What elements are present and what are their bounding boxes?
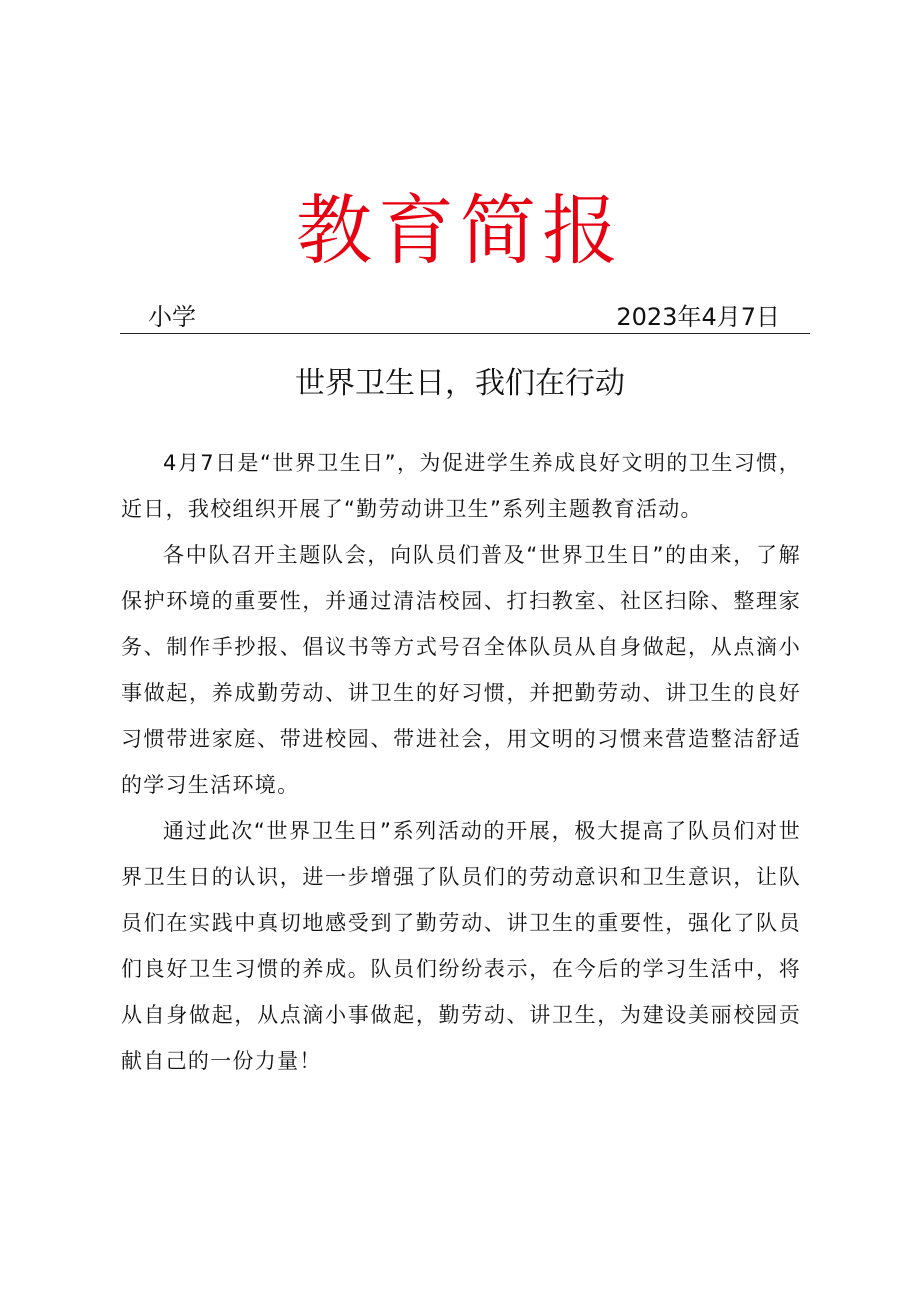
article-headline: 世界卫生日，我们在行动 (295, 366, 625, 401)
school-name: 小学 (148, 303, 196, 331)
issue-info-row (120, 302, 810, 332)
article-body (121, 440, 801, 1084)
issue-date: 2023年4月7日 (616, 303, 780, 331)
newsletter-masthead: 教育简报 (296, 186, 624, 275)
article-paragraph: 通过此次“世界卫生日”系列活动的开展，极大提高了队员们对世界卫生日的认识，进一步增强了队员们的劳动意识和卫生意识，让队员们在实践中真切地感受到了勤劳动、讲卫生的重要性，强化了队员们良好卫生习惯的养成。队员们纷纷表示，在今后的学习生活中，将从自身做起，从点滴小事做起，勤劳动、讲卫生，为建设美丽校园贡献自己的一份力量！ (121, 819, 801, 1073)
header-divider (120, 333, 810, 334)
article-paragraph: 各中队召开主题队会，向队员们普及“世界卫生日”的由来，了解保护环境的重要性，并通过清洁校园、打扫教室、社区扫除、整理家务、制作手抄报、倡议书等方式号召全体队员从自身做起，从点滴小事做起，养成勤劳动、讲卫生的好习惯，并把勤劳动、讲卫生的良好习惯带进家庭、带进校园、带进社会，用文明的习惯来营造整洁舒适的学习生活环境。 (121, 543, 801, 797)
article-paragraph: 4月7日是“世界卫生日”，为促进学生养成良好文明的卫生习惯，近日，我校组织开展了“勤劳动讲卫生”系列主题教育活动。 (121, 451, 801, 521)
